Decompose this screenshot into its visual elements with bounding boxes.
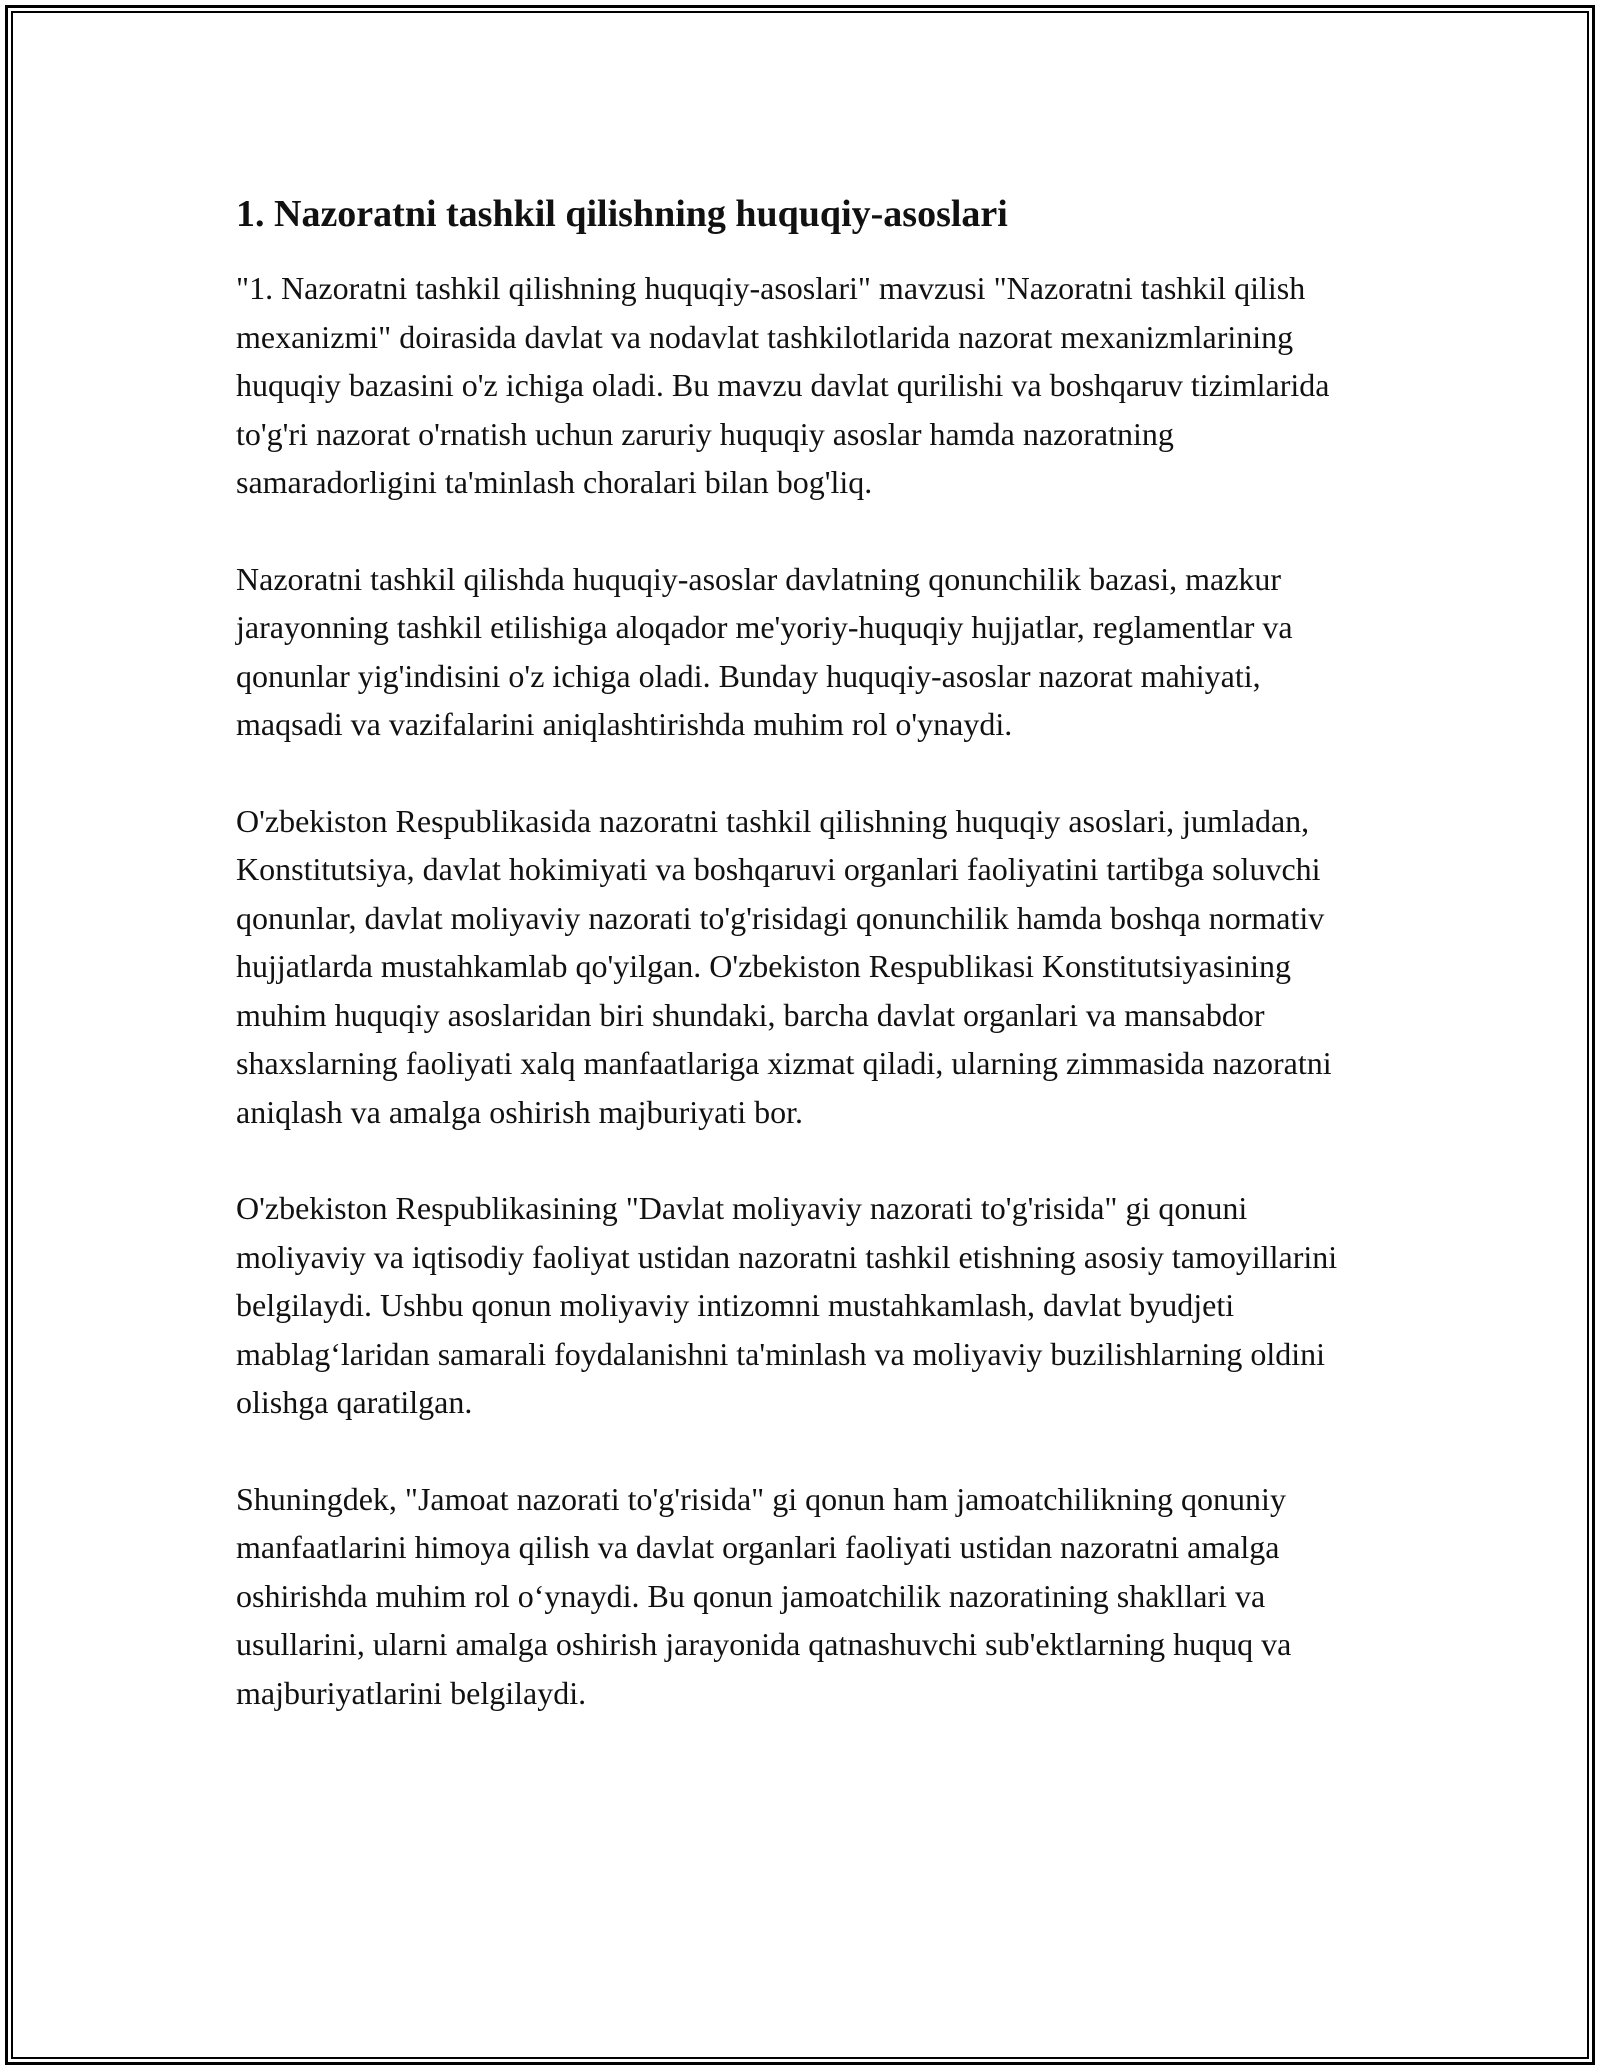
paragraph-uzbekistan-constitution: O'zbekiston Respublikasida nazoratni tashkil qilishning huquqiy asoslari, jumladan, Konstitutsiya, davlat hokimiyati va boshqaruvi organlari faoliyatini tartibga soluvchi qonunlar, davlat moliyaviy nazorati to'g'risidagi qonunchilik hamda boshqa normativ hujjatlarda mustahkamlab qo'yilgan. O'zbekiston Respublikasi Konstitutsiyasining muhim huquqiy asoslaridan biri shundaki, barcha davlat organlari va mansabdor shaxslarning faoliyati xalq manfaatlariga xizmat qiladi, ularning zimmasida nazoratni aniqlash va amalga oshirish majburiyati bor.: [236, 802, 1332, 1130]
paragraph-legal-basis: Nazoratni tashkil qilishda huquqiy-asoslar davlatning qonunchilik bazasi, mazkur jarayonning tashkil etilishiga aloqador me'yoriy-huquqiy hujjatlar, reglamentlar va qonunlar yig'indisini o'z ichiga oladi. Bunday huquqiy-asoslar nazorat mahiyati, maqsadi va vazifalarini aniqlashtirishda muhim rol o'ynaydi.: [236, 560, 1293, 742]
document-body: [236, 186, 1366, 1765]
paragraph-intro: "1. Nazoratni tashkil qilishning huquqiy-asoslari" mavzusi "Nazoratni tashkil qilish mexanizmi" doirasida davlat va nodavlat tashkilotlarida nazorat mexanizmlarining huquqiy bazasini o'z ichiga oladi. Bu mavzu davlat qurilishi va boshqaruv tizimlarida to'g'ri nazorat o'rnatish uchun zaruriy huquqiy asoslar hamda nazoratning samaradorligini ta'minlash choralari bilan bog'liq.: [236, 270, 1330, 500]
paragraph-financial-control-law: O'zbekiston Respublikasining "Davlat moliyaviy nazorati to'g'risida" gi qonuni moliyaviy va iqtisodiy faoliyat ustidan nazoratni tashkil etishning asosiy tamoyillarini belgilaydi. Ushbu qonun moliyaviy intizomni mustahkamlash, davlat byudjeti mablag‘laridan samarali foydalanishni ta'minlash va moliyaviy buzilishlarning oldini olishga qaratilgan.: [236, 1190, 1338, 1420]
page-title: 1. Nazoratni tashkil qilishning huquqiy-asoslari: [236, 193, 1008, 235]
paragraph-public-control-law: Shuningdek, "Jamoat nazorati to'g'risida" gi qonun ham jamoatchilikning qonuniy manfaatlarini himoya qilish va davlat organlari faoliyati ustidan nazoratni amalga oshirishda muhim rol o‘ynaydi. Bu qonun jamoatchilik nazoratining shakllari va usullarini, ularni amalga oshirish jarayonida qatnashuvchi sub'ektlarning huquq va majburiyatlarini belgilaydi.: [236, 1480, 1292, 1711]
